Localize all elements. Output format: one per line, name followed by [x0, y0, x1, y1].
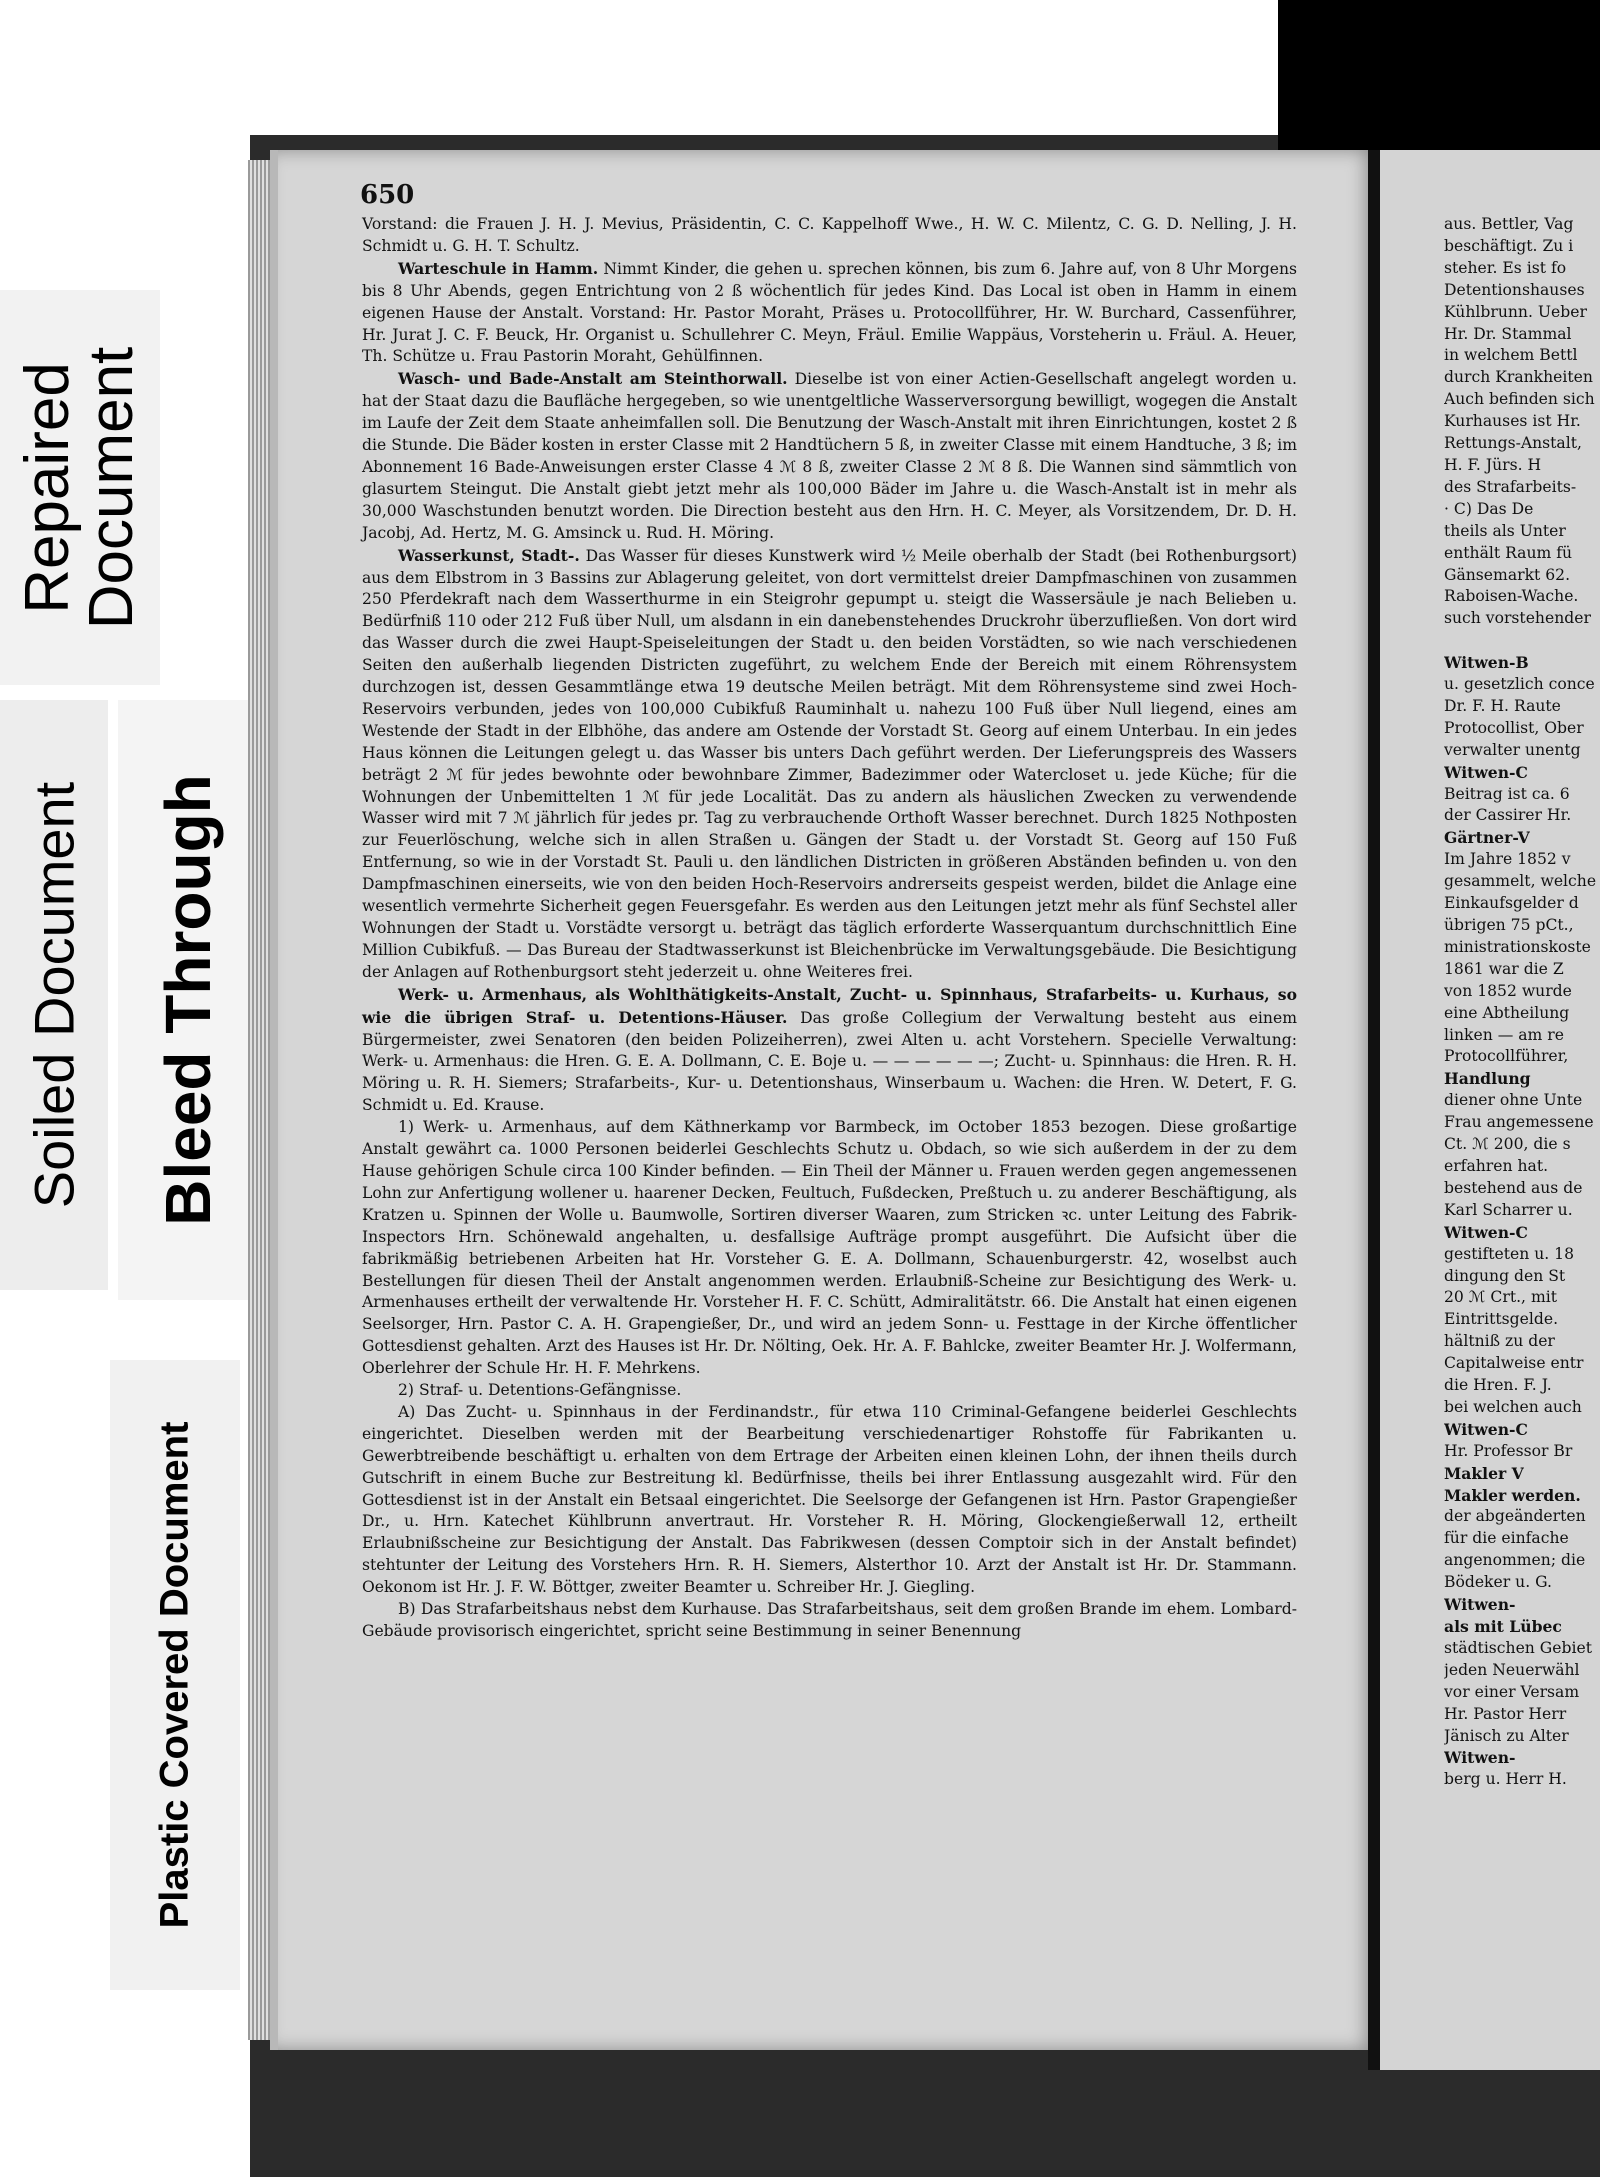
right-page-line: der abgeänderten	[1444, 1507, 1586, 1526]
right-page-line: als mit Lübec	[1444, 1617, 1562, 1636]
right-page-line: des Strafarbeits-	[1444, 477, 1577, 496]
right-page-line: gesammelt, welche	[1444, 872, 1597, 891]
right-page-line: H. F. Jürs. H	[1444, 455, 1542, 474]
right-page-text	[1444, 214, 1600, 1791]
entry-heading: Wasch- und Bade-Anstalt am Steinthorwall.	[398, 369, 788, 389]
paragraph	[362, 1380, 1297, 1402]
soiled-label-text: Soiled Document	[22, 781, 86, 1209]
paragraph	[362, 984, 1297, 1117]
right-page-line: Rettungs-Anstalt,	[1444, 434, 1582, 453]
right-page-line: Im Jahre 1852 v	[1444, 850, 1571, 869]
right-page-line: jeden Neuerwähl	[1444, 1660, 1580, 1679]
right-page-line: berg u. Herr H.	[1444, 1770, 1567, 1789]
soiled-document-label	[0, 700, 108, 1290]
right-page-line: Eintrittsgelde.	[1444, 1310, 1559, 1329]
bleed-label-text: Bleed Through	[152, 774, 224, 1226]
entry-heading: Wasserkunst, Stadt-.	[398, 545, 580, 565]
right-page-line: Witwen-	[1444, 1595, 1516, 1615]
right-page-line: 1861 war die Z	[1444, 959, 1564, 978]
right-page-line: Kurhauses ist Hr.	[1444, 412, 1581, 431]
paragraph	[362, 258, 1297, 369]
right-page-line: Witwen-	[1444, 1748, 1516, 1768]
right-page-line: Auch befinden sich	[1444, 390, 1595, 409]
entry-text: Nimmt Kinder, die gehen u. sprechen können, bis zum 6. Jahre auf, von 8 Uhr Morgens bis 8 Uhr Abends, gegen Entrichtung von 2 ß wöchentlich für jedes Kind. Das Local ist oben in Hamm in einem eigenen Hause der Anstalt. Vorstand: Hr. Pastor Moraht, Präses u. Protocollführer, Hr. W. Burchard, Cassenführer, Hr. Jurat J. C. F. Beuck, Hr. Organist u. Schullehrer C. Meyn, Fräul. Emilie Wappäus, Vorsteherin u. Fräul. A. Heuer, Th. Schütze u. Frau Pastorin Moraht, Gehülfinnen.	[362, 259, 1297, 366]
right-page-line: Karl Scharrer u.	[1444, 1200, 1573, 1219]
entry-text: Das große Collegium der Verwaltung besteht aus einem Bürgermeister, zwei Senatoren (den beiden Polizeiherren), zwei Alten u. acht Vorstehern. Specielle Verwaltung: Werk- u. Armenhaus: die Hren. G. E. A. Dollmann, C. E. Boje u. — — — — — —; Zucht- u. Spinnhaus: die Hren. R. H. Möring u. R. H. Siemers; Strafarbeits-, Kur- u. Detentionshaus, Winserbaum u. Wachen: die Hren. W. Detert, F. G. Schmidt u. Ed. Krause.	[362, 1008, 1297, 1115]
right-page-line: Dr. F. H. Raute	[1444, 696, 1561, 715]
repaired-document-label	[0, 290, 160, 685]
paragraph	[362, 214, 1297, 258]
right-page-line: Jänisch zu Alter	[1444, 1726, 1569, 1745]
scan-corner-shadow	[1278, 0, 1600, 150]
right-page-line: Raboisen-Wache.	[1444, 587, 1579, 606]
right-page-line: Ct. ℳ 200, die s	[1444, 1135, 1571, 1154]
entry-text: 1) Werk- u. Armenhaus, auf dem Käthnerkamp vor Barmbeck, im October 1853 bezogen. Diese großartige Anstalt gewährt ca. 1000 Personen beiderlei Geschlechts Schutz u. Obdach, so wie sich außerdem in der zu dem Hause gehörigen Schule circa 100 Kinder befinden. — Ein Theil der Männer u. Frauen werden gegen angemessenen Lohn zur Anfertigung wollener u. haarener Decken, Feultuch, Fußdecken, Preßtuch u. zu anderer Beschäftigung, als Kratzen u. Spinnen der Wolle u. Baumwolle, Sortiren diverser Waaren, zum Stricken ꝛc. unter Leitung des Fabrik-Inspectors Hrn. Schönewald angehalten, u. desfallsige Aufträge prompt ausgeführt. Die Aufsicht über die fabrikmäßig betriebenen Arbeiten hat Hr. Vorsteher G. E. A. Dollmann, Schauenburgerstr. 42, woselbst auch Bestellungen für diesen Theil der Anstalt angenommen werden. Erlaubniß-Scheine zur Besichtigung des Werk- u. Armenhauses ertheilt der verwaltende Hr. Vorsteher H. F. C. Schütt, Admiralitätstr. 66. Die Anstalt hat einen eigenen Seelsorger, Hrn. Pastor C. A. H. Grapengießer, Dr., und wird an jedem Sonn- u. Festtage in der Kirche öffentlicher Gottesdienst gehalten. Arzt des Hauses ist Hr. Dr. Nölting, Oek. Hr. A. F. Bahlcke, zweiter Beamter Hr. J. Wolfermann, Oberlehrer der Schule Hr. H. F. Mehrkens.	[362, 1118, 1297, 1378]
right-page-line: Hr. Pastor Herr	[1444, 1704, 1567, 1723]
right-page-line: vor einer Versam	[1444, 1682, 1580, 1701]
right-page-line: Gänsemarkt 62.	[1444, 565, 1571, 584]
right-page-line: für die einfache	[1444, 1529, 1569, 1548]
repaired-label-line2: Document	[77, 346, 146, 629]
right-page-line: Witwen-C	[1444, 1419, 1528, 1439]
right-page-line: erfahren hat.	[1444, 1156, 1549, 1175]
paragraph	[362, 1117, 1297, 1380]
right-page-line: dingung den St	[1444, 1266, 1566, 1285]
right-page-line: die Hren. F. J.	[1444, 1376, 1552, 1395]
right-page-line: Protocollist, Ober	[1444, 718, 1584, 737]
right-page-line: bei welchen auch	[1444, 1397, 1582, 1416]
right-page-line: 20 ℳ Crt., mit	[1444, 1288, 1557, 1307]
right-page-line: such vorstehender	[1444, 609, 1591, 628]
right-page-line: gestifteten u. 18	[1444, 1244, 1575, 1263]
right-page-line: Gärtner-V	[1444, 828, 1530, 848]
right-page-line: Handlung	[1444, 1069, 1531, 1089]
page-number: 650	[360, 180, 415, 210]
right-page-line: aus. Bettler, Vag	[1444, 215, 1574, 233]
right-page-line: Hr. Dr. Stammal	[1444, 324, 1572, 343]
right-page-line: Protocollführer,	[1444, 1047, 1569, 1066]
page-edge-stack	[248, 160, 270, 2040]
right-page-line: · C) Das De	[1444, 499, 1534, 518]
right-page-line: Einkaufsgelder d	[1444, 894, 1579, 913]
book-gutter	[1368, 150, 1380, 2070]
right-page-line: Witwen-C	[1444, 1222, 1528, 1242]
right-page-line: Makler werden.	[1444, 1485, 1581, 1505]
right-page-line: beschäftigt. Zu i	[1444, 236, 1574, 255]
right-page-line: Capitalweise entr	[1444, 1354, 1584, 1373]
right-page-line: Beitrag ist ca. 6	[1444, 784, 1570, 803]
entry-text: Vorstand: die Frauen J. H. J. Mevius, Präsidentin, C. C. Kappelhoff Wwe., H. W. C. Milentz, C. G. D. Nelling, J. H. Schmidt u. G. H. T. Schultz.	[362, 215, 1297, 255]
entry-heading: Werk- u. Armenhaus, als Wohlthätigkeits-Anstalt, Zucht- u. Spinnhaus, Strafarbeits- u. Kurhaus, so wie die übrigen Straf- u. Detentions-Häuser.	[362, 984, 1297, 1027]
entry-text: A) Das Zucht- u. Spinnhaus in der Ferdinandstr., für etwa 110 Criminal-Gefangene beiderlei Geschlechts eingerichtet. Dieselben werden mit der Bearbeitung verschiedenartiger Rohstoffe für Fabrikanten u. Gewerbtreibende beschäftigt u. erhalten von dem Ertrage der Arbeiten einen kleinen Lohn, der ihnen theils durch Gutschrift in einem Buche zur Bestreitung kl. Bedürfnisse, theils bei ihrer Entlassung ausgezahlt wird. Für den Gottesdienst ist in der Anstalt ein Betsaal eingerichtet. Die Seelsorge der Gefangenen ist Hrn. Pastor Grapengießer Dr., u. Hrn. Katechet Kühlbrunn anvertraut. Hr. Vorsteher R. H. Möring, Glockengießerwall 12, ertheilt Erlaubnißscheine zur Besichtigung der Anstalt. Das Fabrikwesen (dessen Comptoir sich in der Anstalt befindet) stehtunter der Leitung des Vorstehers Hrn. R. H. Siemers, Alsterthor 10. Arzt der Anstalt ist Hr. Dr. Stammann. Oekonom ist Hr. J. F. W. Böttger, zweiter Beamter u. Schreiber Hr. J. Giegling.	[362, 1402, 1297, 1597]
paragraph	[362, 1599, 1297, 1643]
right-page-line: ministrationskoste	[1444, 937, 1591, 956]
right-page-line: theils als Unter	[1444, 521, 1566, 540]
right-page-line: Witwen-C	[1444, 762, 1528, 782]
right-page-line: enthält Raum fü	[1444, 543, 1573, 562]
right-page-line: Kühlbrunn. Ueber	[1444, 302, 1587, 321]
right-page-line: durch Krankheiten	[1444, 368, 1593, 387]
plastic-covered-label	[110, 1360, 240, 1990]
right-page-line: linken — am re	[1444, 1025, 1564, 1044]
right-page-line: angenommen; die	[1444, 1551, 1586, 1570]
right-page-line: Hr. Professor Br	[1444, 1441, 1573, 1460]
entry-text: 2) Straf- u. Detentions-Gefängnisse.	[398, 1381, 682, 1400]
right-page-line: eine Abtheilung	[1444, 1003, 1570, 1022]
right-page-line: Witwen-B	[1444, 653, 1529, 673]
right-page-line: Detentionshauses	[1444, 280, 1585, 299]
right-page-line: diener ohne Unte	[1444, 1091, 1583, 1110]
left-page-text	[362, 214, 1297, 1643]
right-page-line: hältniß zu der	[1444, 1332, 1555, 1351]
paragraph	[362, 368, 1297, 544]
entry-text: B) Das Strafarbeitshaus nebst dem Kurhause. Das Strafarbeitshaus, seit dem großen Brande im ehem. Lombard-Gebäude provisorisch eingerichtet, spricht seine Bestimmung in seiner Benennung	[362, 1600, 1297, 1640]
right-page-line: übrigen 75 pCt.,	[1444, 916, 1574, 934]
right-page-line: der Cassirer Hr.	[1444, 806, 1572, 825]
bleed-through-label	[118, 700, 258, 1300]
right-page-line: städtischen Gebiet	[1444, 1638, 1592, 1657]
paragraph	[362, 1402, 1297, 1599]
entry-text: Dieselbe ist von einer Actien-Gesellschaft angelegt worden u. hat der Staat dazu die Baufläche hergegeben, so wie unentgeltliche Wasserversorgung bewilligt, wogegen die Anstalt im Laufe der Zeit dem Staate anheimfallen soll. Die Benutzung der Wasch-Anstalt mit ihren Einrichtungen, kostet 2 ß die Stunde. Die Bäder kosten in erster Classe mit 2 Handtüchern 5 ß, in zweiter Classe mit einem Handtuche, 3 ß; im Abonnement 16 Bade-Anweisungen erster Classe 4 ℳ 8 ß, zweiter Classe 2 ℳ 8 ß. Die Wannen sind sämmtlich von glasurtem Steingut. Die Anstalt giebt jetzt mehr als 100,000 Bäder im Jahre u. die Wasch-Anstalt ist in mehr als 30,000 Waschstunden benutzt worden. Die Direction besteht aus den Hrn. H. C. Meyer, als Vorsitzendem, Dr. D. H. Jacobj, Ad. Hertz, M. G. Amsinck u. Rud. H. Möring.	[362, 370, 1297, 542]
right-page-line	[1444, 630, 1600, 652]
repaired-label-line1: Repaired	[13, 361, 82, 614]
right-page-line: Makler V	[1444, 1463, 1524, 1483]
right-page-line: bestehend aus de	[1444, 1178, 1583, 1197]
right-page-line: Bödeker u. G.	[1444, 1573, 1552, 1592]
right-page-line: u. gesetzlich conce	[1444, 675, 1595, 694]
entry-text: Das Wasser für dieses Kunstwerk wird ½ Meile oberhalb der Stadt (bei Rothenburgsort) aus dem Elbstrom in 3 Bassins zur Ablagerung geleitet, von dort vermittelst dreier Dampfmaschinen von zusammen 250 Pferdekraft nach dem Wasserthurme in ein Steigrohr gepumpt u. steigt die Wassersäule je nach Belieben u. Bedürfniß 110 oder 212 Fuß über Null, um alsdann in ein danebenstehendes Druckrohr überzufließen. Von dort wird das Wasser durch die zwei Haupt-Speiseleitungen der Stadt u. den beiden Vorstädten, so wie nach verschiedenen Seiten den außerhalb liegenden Districten zugeführt, zu welchem Ende der Bereich mit einem Röhrensystem durchzogen ist, dessen Gesammtlänge etwa 19 deutsche Meilen beträgt. Mit dem Röhrensysteme sind zwei Hoch-Reservoirs verbunden, jedes von 100,000 Cubikfuß Rauminhalt u. nahezu 100 Fuß über Null liegend, eines am Westende der Stadt in der Elbhöhe, das andere am Ostende der Vorstadt St. Georg auf einem Unterbau. In ein jedes Haus können die Leitungen gelegt u. das Wasser bis unters Dach geführt werden. Der Lieferungspreis des Wassers beträgt 2 ℳ für jedes bewohnte oder bewohnbare Zimmer, Badezimmer oder Watercloset u. jede Küche; für die Wohnungen der Unbemittelten 1 ℳ für jede Localität. Das zu andern als häuslichen Zwecken zu verwendende Wasser wird mit 7 ℳ jährlich für jedes pr. Tag zu verbrauchende Orthoft Wasser berechnet. Durch 1825 Nothposten zur Feuerlöschung, welche sich in allen Straßen u. Gängen der Stadt u. der Vorstadt St. Georg auf 150 Fuß Entfernung, so wie in der Vorstadt St. Pauli u. den ländlichen Districten in größeren Abständen befinden u. von den Dampfmaschinen einerseits, wie von den beiden Hoch-Reservoirs andrerseits gespeist werden, bildet die Anlage eine wesentlich vermehrte Sicherheit gegen Feuersgefahr. Es werden aus den Leitungen jetzt mehr als fünf Sechstel aller Wohnungen der Stadt u. Vorstädte versorgt u. beträgt das täglich erforderte Wasserquantum durchschnittlich Eine Million Cubikfuß. — Das Bureau der Stadtwasserkunst ist Bleichenbrücke im Verwaltungsgebäude. Die Besichtigung der Anlagen auf Rothenburgsort steht jederzeit u. ohne Weiteres frei.	[362, 546, 1297, 981]
right-page-line: verwalter unentg	[1444, 740, 1581, 759]
right-page-line: in welchem Bettl	[1444, 346, 1578, 365]
plastic-label-text: Plastic Covered Document	[152, 1421, 197, 1929]
right-page-line: von 1852 wurde	[1444, 981, 1572, 1000]
right-page-line: steher. Es ist fo	[1444, 258, 1567, 277]
paragraph	[362, 545, 1297, 984]
right-page-line: Frau angemessene	[1444, 1113, 1594, 1132]
entry-heading: Warteschule in Hamm.	[398, 258, 599, 278]
